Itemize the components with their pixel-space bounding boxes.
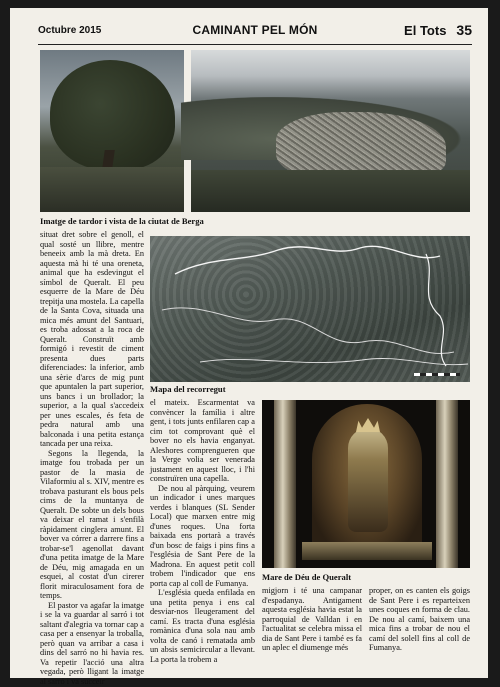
header-rule bbox=[38, 44, 472, 45]
paragraph: situat dret sobre el genoll, el qual sosté un llibre, mentre beneeix amb la mà dreta. En aquesta mà hi té una oreneta, animal que ha esdevingut el símbol de Queralt. El peu esquerre de la Mare de Déu trepitja una mostela. La capella de la Santa Cova, situada una mica més amunt del Santuari, es troba adossat a la roca de Queralt. Construït amb formigó i revestit de ciment presenta dues parts diferenciades: la inferior, amb una sèrie d'arcs de mig punt que apuntalen la part superior, uns bancs i un brollador; la superior, a la qual s'accedeix per unes escales, és feta de pedra natural amb una balconada i una petita estança tancada per una reixa. bbox=[40, 230, 144, 448]
photo-caption-statue: Mare de Déu de Queralt bbox=[262, 572, 352, 582]
publication-name: El Tots bbox=[404, 23, 447, 38]
article-column-1 bbox=[40, 230, 144, 686]
berga-city-view-photo bbox=[191, 50, 470, 212]
paragraph: De nou al pàrquing, veurem un indicador i unes marques verdes i blanques (SL Sender Local) que marxen entre mig d'unes roques. Una forta baixada ens portarà a través d'un bosc de faigs i pins fins a l'església de Sant Pere de la Madrona. En aquest petit coll trobem l'indicador que ens porta cap al coll de Fumanya. bbox=[150, 483, 255, 588]
publication-info bbox=[404, 22, 472, 38]
paragraph: el mateix. Escarmentat va convèncer la família i altre gent, i tots junts enfilaren cap a cim tot comprovant què el bover no els havia enganyat. Aleshores comprengueren que la Verge volia ser venerada justament en aquest lloc, i l'hi construïren una capella. bbox=[150, 398, 255, 483]
page-header bbox=[38, 22, 472, 42]
route-line bbox=[150, 236, 470, 382]
autumn-tree-photo bbox=[40, 50, 184, 212]
section-title: CAMINANT PEL MÓN bbox=[192, 23, 318, 37]
paragraph: proper, on es canten els goigs de Sant Pere i es reparteixen unes coques en forma de clau. De nou al camí, baixem una mica fins a trobar de nou el camí del solell fins al coll de Fumanya. bbox=[369, 586, 470, 652]
paragraph: L'església queda enfilada en una petita penya i ens cal desviar-nos lleugerament del camí. Es tracta d'una església romànica d'una sola nau amb volta de canó i rematada amb un absis semicircular a llevant. La porta la trobem a bbox=[150, 588, 255, 664]
article-column-2 bbox=[150, 398, 255, 664]
issue-date: Octubre 2015 bbox=[38, 25, 102, 36]
route-map-photo bbox=[150, 236, 470, 382]
photo-caption-map: Mapa del recorregut bbox=[150, 384, 226, 394]
virgin-statue-photo bbox=[262, 400, 470, 568]
page-number: 35 bbox=[456, 22, 472, 38]
magazine-page bbox=[10, 8, 488, 686]
article-column-4 bbox=[369, 586, 470, 653]
paragraph: Segons la llegenda, la imatge fou trobada per un pastor de la masia de Vilaformiu al s. XIV, mentre es trobava pasturant els bous pels cims de la muntanya de Queralt. De sobte un dels bous va deixar el ramat i s'enfilà ràpidament cinglera amunt. El bover va córrer a darrere fins a trobar-se'l agenollat davant d'una petita imatge de la Mare de Déu, mig amagada en un esquei, al costat d'un cirerer florit miraculosament fora de temps. bbox=[40, 448, 144, 600]
photo-caption-berga: Imatge de tardor i vista de la ciutat de Berga bbox=[40, 216, 204, 226]
paragraph: migjorn i té una campanar d'espadanya. Antigament aquesta església havia estat la parroquial de Valldan i en l'actualitat se celebra missa el dia de Sant Pere i també es fa un aplec el diumenge més bbox=[262, 586, 362, 652]
paragraph: El pastor va agafar la imatge i se la va guardar al sarró i tot saltant d'alegria va tornar cap a casa per a ensenyar la troballa, però quan va arribar a casa i dins del sarró no hi havia res. Va repetir l'acció una altra vegada, però lligant la imatge al sarró i va succeir bbox=[40, 600, 144, 686]
article-column-3 bbox=[262, 586, 362, 653]
map-scale-bar bbox=[414, 373, 460, 376]
